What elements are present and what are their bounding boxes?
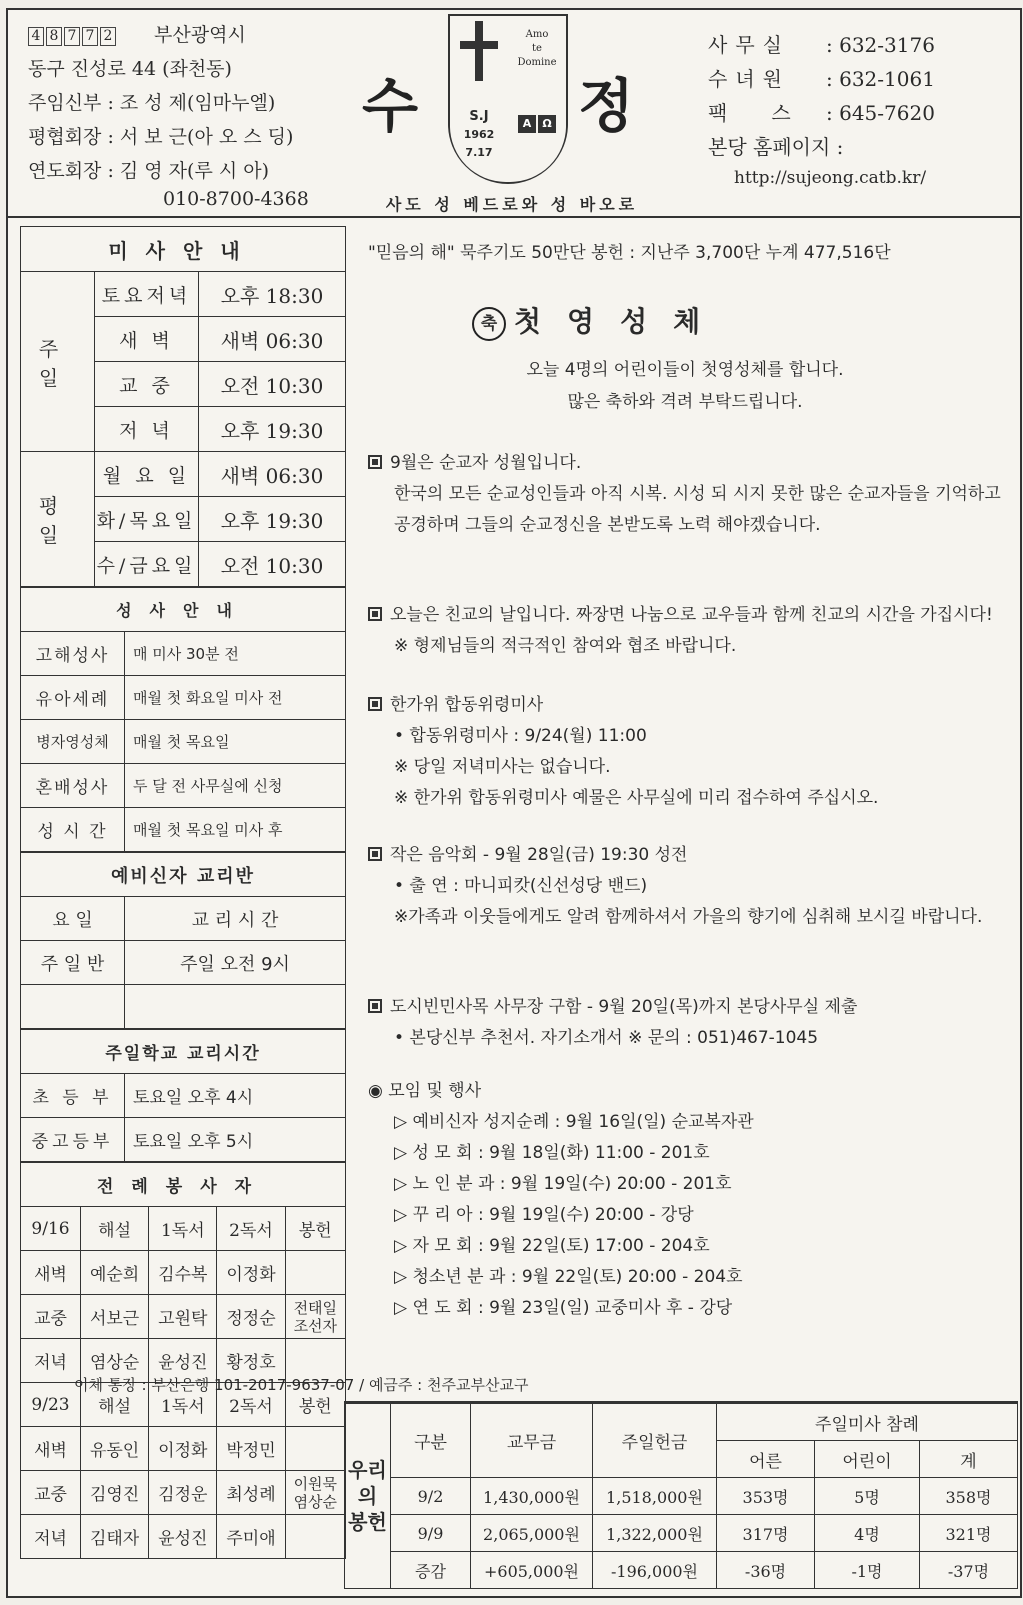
rosary-chair: 연도회장 : 김 영 자(루 시 아) xyxy=(28,160,270,182)
bank-account: 이체 통장 : 부산은행 101-2017-9637-07 / 예금주 : 천주교부산교구 xyxy=(74,1376,529,1394)
square-bullet-icon xyxy=(368,847,382,861)
contact-office: 사무실 : 632-3176 xyxy=(708,33,935,57)
notice-concert: 작은 음악회 - 9월 28일(금) 19:30 성전 • 출 연 : 마니피캇(신선성당 밴드) ※가족과 이웃들에게도 알려 함께하셔서 가을의 향기에 심취해 보시길 바랍니다. xyxy=(368,840,1008,933)
mass-schedule-table: 미사안내 주일 토요저녁 오후 18:30 새 벽 새벽 06:30 교 중 오전 10:30 저 녁 오후 19:30 평일 월 요 일 새벽 06:30 화/목요일 오후 19:30 수/금요일 오전 10:30 xyxy=(20,226,346,587)
notice-job-posting: 도시빈민사목 사무장 구함 - 9월 20일(목)까지 본당사무실 제출 • 본당신부 추천서. 자기소개서 ※ 문의 : 051)467-1045 xyxy=(368,992,1008,1054)
sacraments-title: 성사안내 xyxy=(21,588,346,632)
list-item: ▷ 청소년 분 과 : 9월 22일(토) 20:00 - 204호 xyxy=(394,1267,743,1287)
notice-martyrs: 9월은 순교자 성월입니다. 한국의 모든 순교성인들과 아직 시복. 시성 되 시지 못한 많은 순교자들을 기억하고 공경하며 그들의 순교정신을 본받도록 노력 해야겠습니다. xyxy=(368,448,1008,541)
servers-title: 전례봉사자 xyxy=(21,1163,346,1207)
address-city: 부산광역시 xyxy=(154,24,246,46)
list-item: ▷ 연 도 회 : 9월 23일(일) 교중미사 후 - 강당 xyxy=(394,1298,733,1318)
square-bullet-icon xyxy=(368,607,382,621)
liturgy-servers-table: 전례봉사자 9/16 해설 1독서 2독서 봉헌 새벽 예순희 김수복 이정화 교중 서보근 고원탁 정정순 전태일 조선자 저녁 염상순 윤성진 황정호 9/23 해설 1독서 2독서 봉헌 새벽 유동인 이정화 박정민 교중 김영진 김정운 최성례 이원묵 염상순 저녁 김태자 윤성진 주미애 xyxy=(20,1162,346,1559)
bulletin-page xyxy=(6,8,1022,1598)
contact-info xyxy=(708,28,1008,192)
table-row: 9/9 2,065,000원 1,322,000원 317명 4명 321명 xyxy=(345,1515,1018,1552)
mass-title: 미사안내 xyxy=(21,227,346,272)
table-row: 증감 +605,000원 -196,000원 -36명 -1명 -37명 xyxy=(345,1552,1018,1589)
square-bullet-icon xyxy=(368,697,382,711)
postal-code: 4 8 7 7 2 xyxy=(28,18,118,52)
pastor: 주임신부 : 조 성 제(임마누엘) xyxy=(28,92,276,114)
sacraments-table: 성사안내 고해성사 매 미사 30분 전 유아세례 매월 첫 화요일 미사 전 병자영성체 매월 첫 목요일 혼배성사 두 달 전 사무실에 신청 성 시 간 매월 첫 목요일 미사 후 xyxy=(20,587,346,852)
first-communion-title: 축 첫영성체 xyxy=(472,300,726,341)
celebration-icon: 축 xyxy=(472,307,506,341)
rosary-phone: 010-8700-4368 xyxy=(163,188,309,210)
table-row: 9/2 1,430,000원 1,518,000원 353명 5명 358명 xyxy=(345,1478,1018,1515)
square-bullet-icon xyxy=(368,999,382,1013)
notice-memorial-mass: 한가위 합동위령미사 • 합동위령미사 : 9/24(월) 11:00 ※ 당일 저녁미사는 없습니다. ※ 한가위 합동위령미사 예물은 사무실에 미리 접수하여 주십시오. xyxy=(368,690,1008,814)
list-item: ▷ 노 인 분 과 : 9월 19일(수) 20:00 - 201호 xyxy=(394,1174,732,1194)
left-column xyxy=(20,226,346,1559)
sunday-school-title: 주일학교 교리시간 xyxy=(21,1030,346,1074)
rosary-prayer-count: "믿음의 해" 묵주기도 50만단 봉헌 : 지난주 3,700단 누계 477,516단 xyxy=(368,243,891,263)
list-item: ▷ 꾸 리 아 : 9월 19일(수) 20:00 - 강당 xyxy=(394,1205,694,1225)
logo-left-char: 수 xyxy=(362,72,419,140)
events-list: ◉ 모임 및 행사 ▷ 예비신자 성지순례 : 9월 16일(일) 순교복자관 ▷ 성 모 회 : 9월 18일(화) 11:00 - 201호 ▷ 노 인 분 과 : 9월 19일(수) 20:00 - 201호 ▷ 꾸 리 아 : 9월 19일(수) 20:00 - 강당 ▷ 자 모 회 : 9월 22일(토) 17:00 - 204호 ▷ 청소년 분 과 : 9월 22일(토) 20:00 - 204호 ▷ 연 도 회 : 9월 23일(일) 교중미사 후 - 강당 xyxy=(368,1076,1008,1324)
parish-logo xyxy=(362,14,648,214)
logo-right-char: 정 xyxy=(578,72,635,140)
list-item: ▷ 예비신자 성지순례 : 9월 16일(일) 순교복자관 xyxy=(394,1112,754,1132)
council-chair: 평협회장 : 서 보 근(아 오 스 딩) xyxy=(28,126,294,148)
patrons: 사도 성 베드로와 성 바오로 xyxy=(385,195,639,214)
catechumen-title: 예비신자 교리반 xyxy=(21,853,346,897)
offering-side-label: 우리의 봉헌 xyxy=(345,1404,391,1589)
first-communion-text: 오늘 4명의 어린이들이 첫영성체를 합니다. 많은 축하와 격려 부탁드립니다. xyxy=(526,360,844,412)
contact-fax: 팩스: 645-7620 xyxy=(708,101,935,125)
notice-fellowship: 오늘은 친교의 날입니다. 짜장면 나눔으로 교우들과 함께 친교의 시간을 가집시다! ※ 형제님들의 적극적인 참여와 협조 바랍니다. xyxy=(368,600,1008,662)
catechumen-table: 예비신자 교리반 요 일 교 리 시 간 주 일 반 주일 오전 9시 xyxy=(20,852,346,1029)
shield-icon: Amo te Domine S.J 1962 7.17 A Ω xyxy=(448,14,568,184)
homepage-link[interactable]: http://sujeong.catb.kr/ xyxy=(734,168,927,188)
address-street: 동구 진성로 44 (좌천동) xyxy=(28,58,232,80)
homepage-label: 본당 홈페이지 : xyxy=(708,135,844,159)
sunday-school-table: 주일학교 교리시간 초 등 부 토요일 오후 4시 중고등부 토요일 오후 5시 xyxy=(20,1029,346,1162)
list-item: ▷ 자 모 회 : 9월 22일(토) 17:00 - 204호 xyxy=(394,1236,710,1256)
square-bullet-icon xyxy=(368,455,382,469)
parish-info xyxy=(28,18,348,210)
contact-convent: 수녀원 : 632-1061 xyxy=(708,67,935,91)
header xyxy=(8,10,1020,218)
list-item: ▷ 성 모 회 : 9월 18일(화) 11:00 - 201호 xyxy=(394,1143,710,1163)
offering-table: 우리의 봉헌 구분 교무금 주일헌금 주일미사 참례 어른 어린이 계 9/2 1,430,000원 1,518,000원 353명 5명 358명 9/9 2,065,000원 1,322,000원 317명 4명 321명 증감 +605,000원 -196,000원 -36명 -1명 -37명 xyxy=(344,1401,1018,1589)
